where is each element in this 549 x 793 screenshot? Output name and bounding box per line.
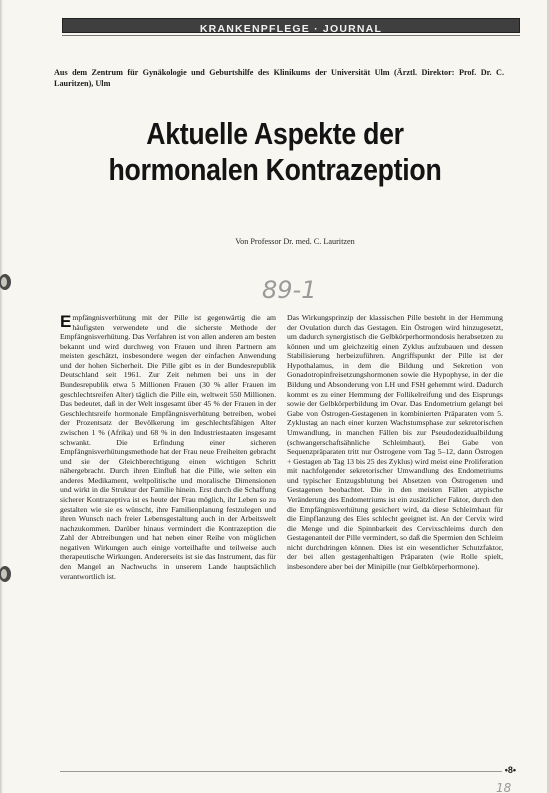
page-number: •8• [504,765,516,775]
handwritten-page-text: 18 [496,781,512,793]
article-title-line-1: Aktuelle Aspekte der [146,116,404,151]
binder-hole-icon [0,564,16,584]
handwritten-note [252,268,347,308]
article-affiliation: Aus dem Zentrum für Gynäkologie und Geburtshilfe des Klinikums der Universität Ulm (Ärztl. Direktor: Prof. Dr. C. Lauritzen), Ulm [54,68,504,88]
column-right-text: Das Wirkungsprinzip der klassischen Pille besteht in der Hemmung der Ovulation durch das Gestagen. Ein Östrogen wird hinzugesetzt, um dadurch synergistisch die Gelbkörperhormondosis herabsetzen zu können und um gleichzeitig einen Zyklus aufzubauen und dessen Stabilisierung herbeizuführen. Angriffspunkt der Pille ist der Hypothalamus, in dem die Bildung und Sekretion von Gonadotropinfreisetzungshormonen sowie die Hypophyse, in der die Bildung und Absonderung von LH und FSH gehemmt wird. Dadurch kommt es zu einer Hemmung der Follikelreifung und des Eisprungs sowie der Gelbkörperbildung im Ovar. Das Endometrium gelangt bei Gabe von Östrogen-Gestagenen in kombinierten Präparaten vom 5. Zyklustag an nach einer kurzen Wachstumsphase zur sekretorischen Umwandlung, in manchen Fällen bis zur Pseudodezidualbildung (schwangerschaftsähnliche Schleimhaut). Bei Gabe von Sequenzpräparaten tritt nur Östrogene vom Tag 5–12, dann Östrogen + Gestagen ab Tag 13 bis 25 des Zyklus) wird meist eine Proliferation mit nachfolgender sekretorischer Umwandlung des Endometriums und typischer Entzugsblutung bei Absetzen von Östrogenen und Gestagenen beobachtet. Die in den meisten Fällen atypische Veränderung des Endometriums ist ein zusätzlicher Faktor, durch den die Empfängnisverhütung gesichert wird, da diese Schleimhaut für die Einpflanzung des Eies schlecht geeignet ist. An der Cervix wird die Menge und die Spinnbarkeit des Cervixschleims durch den Gestagenanteil der Pille vermindert, so daß die Spermien den Schleim nicht durchdringen können. Dies ist ein wesentlicher Schutzfaktor, der bei allen gestagenhaltigen Präparaten (wie Rolle spielt, insbesondere aber bei der Minipille (nur Gelbkörperhormone). [287,313,503,572]
article-column-left [60,313,276,725]
journal-name: KRANKENPFLEGE · JOURNAL [199,23,383,35]
drop-cap: E [60,313,72,331]
journal-header-bar [62,18,520,33]
page-edge-shadow [0,0,3,793]
header-rule [62,35,520,36]
article-column-right [287,313,503,725]
binder-hole-icon [0,272,16,292]
handwritten-page-number [494,779,524,793]
column-left-text: mpfängnisverhütung mit der Pille ist gegenwärtig die am häufigsten verwendete und die sicherste Methode der Empfängnisverhütung. Das Verfahren ist von allen anderen am besten bekannt und wird durchweg von Frauen und ihren Partnern am meisten geschätzt, insbesondere wegen der einfachen Anwendung und der hohen Sicherheit. Die Pille gibt es in der Bundesrepublik Deutschland seit 1961. Zur Zeit nehmen bei uns in der Bundesrepublik etwa 5 Millionen Frauen (30 % aller Frauen im geschlechtsreifen Alter) täglich die Pille ein, weltweit 550 Millionen. Das bedeutet, daß in der Welt insgesamt über 45 % der Frauen in der Geschlechtsreife hormonale Empfängnisverhütung betreiben, wobei der Prozentsatz der Bevölkerung im geschlechtsfähigen Alter zwischen 1 % (Afrika) und 68 % in den Industriestaaten insgesamt schwankt. Die Erfindung einer sicheren Empfängnisverhütungsmethode hat der Frau neue Freiheiten gebracht und sie der Gleichberechtigung einen wichtigen Schritt nähergebracht. Durch ihren Einfluß hat die Pille, wie selten ein anderes Medikament, weltpolitische und moralische Dimensionen und wirkt in die Struktur der Familie hinein. Erst durch die Schaffung sicherer Kontrazeptiva ist es heute der Frau möglich, ihr Leben so zu gestalten wie sie es wünscht, ihre Familienplanung festzulegen und ihren Wunsch nach freier Lebensgestaltung auch in der Arbeitswelt nachzukommen. Darüber hinaus vermindert die Kontrazeption die Zahl der Abtreibungen und hat neben einer Reihe von möglichen negativen Wirkungen auch einige vorteilhafte und teilweise auch therapeutische Wirkungen. Andererseits ist sie das Instrument, das für den Mangel an Nachwuchs in unserem Lande hauptsächlich verantwortlich ist. [60,313,276,581]
article-title [64,116,485,188]
handwritten-note-text: 89-1 [262,276,317,304]
article-byline: Von Professor Dr. med. C. Lauritzen [235,237,355,246]
article-title-line-2: hormonalen Kontrazeption [108,152,442,187]
footer-rule [60,771,502,772]
